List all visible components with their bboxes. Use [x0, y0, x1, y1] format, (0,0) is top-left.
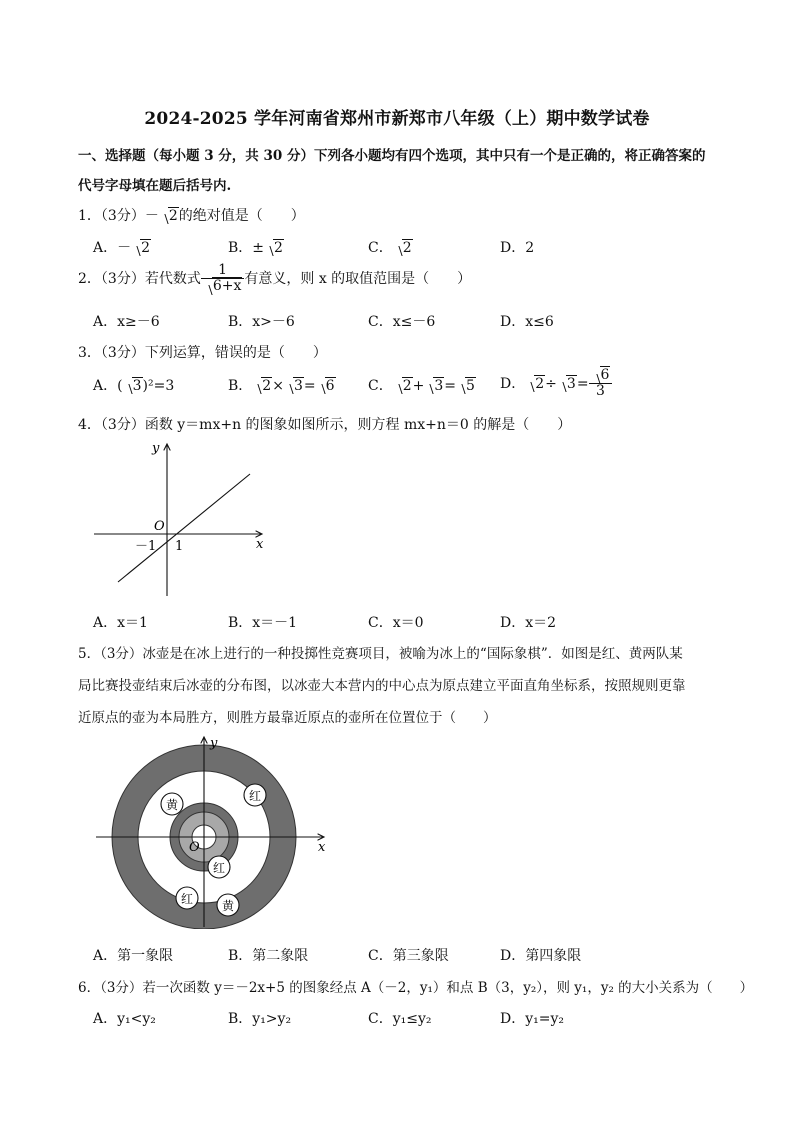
sqrt-symbol: 2 [159, 208, 179, 224]
tick-1-label: 1 [175, 539, 184, 554]
svg-text:黄: 黄 [221, 899, 235, 913]
q3-option-b[interactable]: B． 2× 3= 6 [228, 378, 335, 394]
q4-option-a[interactable]: A．x＝1 [93, 615, 148, 631]
q6-option-c[interactable]: C．y₁≤y₂ [368, 1011, 432, 1027]
svg-text:红: 红 [212, 861, 226, 875]
question-5-line2: 局比赛投壶结束后冰壶的分布图，以冰壶大本营内的中心点为原点建立平面直角坐标系，按照规则更靠 [78, 678, 686, 694]
q1-option-a[interactable]: A．－ 2 [93, 240, 151, 256]
svg-text:黄: 黄 [165, 798, 179, 812]
q5-option-a[interactable]: A．第一象限 [93, 948, 174, 964]
stone-red-q3 [176, 887, 198, 909]
q4-option-d[interactable]: D．x＝2 [500, 615, 557, 631]
section-instructions-line2: 代号字母填在题后括号内. [78, 178, 232, 194]
q1-suffix: 的绝对值是（ ） [178, 208, 305, 224]
fraction: $\frac{1}{6+x}$ [201, 263, 245, 295]
q6-option-b[interactable]: B．y₁>y₂ [228, 1011, 292, 1027]
question-6-stem: 6．（3分）若一次函数 y＝－2x+5 的图象经点 A（－2，y₁）和点 B（3，y₂），则 y₁，y₂ 的大小关系为（ ） [78, 980, 754, 996]
q3-option-c[interactable]: C． 2+ 3= 5 [368, 378, 475, 394]
function-line [118, 474, 250, 582]
svg-text:红: 红 [248, 789, 262, 803]
stone-yellow-q2 [161, 793, 183, 815]
y-axis-label: y [152, 441, 160, 456]
q5-option-c[interactable]: C．第三象限 [368, 948, 449, 964]
question-5-line1: 5．（3分）冰壶是在冰上进行的一种投掷性竞赛项目，被喻为冰上的“国际象棋”．如图是红、黄两队某 [78, 646, 683, 662]
question-2-stem [78, 263, 471, 295]
q5-option-b[interactable]: B．第二象限 [228, 948, 309, 964]
q1-option-d[interactable]: D．2 [500, 240, 535, 256]
q2-option-b[interactable]: B．x>－6 [228, 314, 295, 330]
stone-red-q4 [208, 856, 230, 878]
page-title: 2024-2025 学年河南省郑州市新郑市八年级（上）期中数学试卷 [144, 109, 650, 129]
q6-option-a[interactable]: A．y₁<y₂ [93, 1011, 156, 1027]
x-axis-label: x [256, 537, 264, 552]
q6-option-d[interactable]: D．y₁=y₂ [500, 1011, 564, 1027]
stone-yellow-q4 [217, 894, 239, 916]
sqrt-symbol: 2 [264, 240, 284, 256]
question-3-stem: 3．（3分）下列运算，错误的是（ ） [78, 345, 327, 361]
origin-label: O [154, 519, 165, 534]
sqrt-symbol: 2 [131, 240, 151, 256]
stone-red-q1 [244, 784, 266, 806]
q5-curling-figure [92, 733, 330, 929]
q2-option-d[interactable]: D．x≤6 [500, 314, 554, 330]
q2-suffix: 有意义，则 x 的取值范围是（ ） [244, 270, 472, 287]
q5-option-d[interactable]: D．第四象限 [500, 948, 582, 964]
section-instructions-line1: 一、选择题（每小题 3 分，共 30 分）下列各小题均有四个选项，其中只有一个是正确的，将正确答案的 [78, 148, 706, 164]
q1-prefix: 1．（3分）－ [78, 208, 159, 224]
tick-neg1-label: －1 [135, 539, 157, 554]
sqrt-symbol: 2 [393, 240, 413, 256]
origin-label: O [189, 840, 200, 855]
question-4-stem: 4．（3分）函数 y＝mx+n 的图象如图所示，则方程 mx+n＝0 的解是（ ） [78, 417, 572, 433]
q2-option-c[interactable]: C．x≤－6 [368, 314, 436, 330]
q2-option-a[interactable]: A．x≥－6 [93, 314, 160, 330]
q3-option-a[interactable]: A．( 3)²=3 [93, 378, 175, 394]
sqrt-symbol: 3 [123, 378, 143, 394]
q4-line-graph [90, 436, 270, 601]
x-axis-label: x [318, 840, 326, 855]
sqrt-symbol: 6+x [203, 279, 243, 294]
question-1-stem [78, 205, 305, 225]
q4-option-b[interactable]: B．x＝－1 [228, 615, 298, 631]
question-5-line3: 近原点的壶为本局胜方，则胜方最靠近原点的壶所在位置位于（ ） [78, 710, 497, 726]
q2-prefix: 2．（3分）若代数式 [78, 270, 201, 287]
q1-option-c[interactable]: C． 2 [368, 240, 412, 256]
q4-option-c[interactable]: C．x＝0 [368, 615, 424, 631]
q1-option-b[interactable]: B．± 2 [228, 240, 283, 256]
q3-option-d[interactable]: D． 2÷ 3= $\frac{6}{3}$ [500, 368, 612, 400]
svg-text:红: 红 [180, 892, 194, 906]
y-axis-label: y [210, 736, 218, 751]
